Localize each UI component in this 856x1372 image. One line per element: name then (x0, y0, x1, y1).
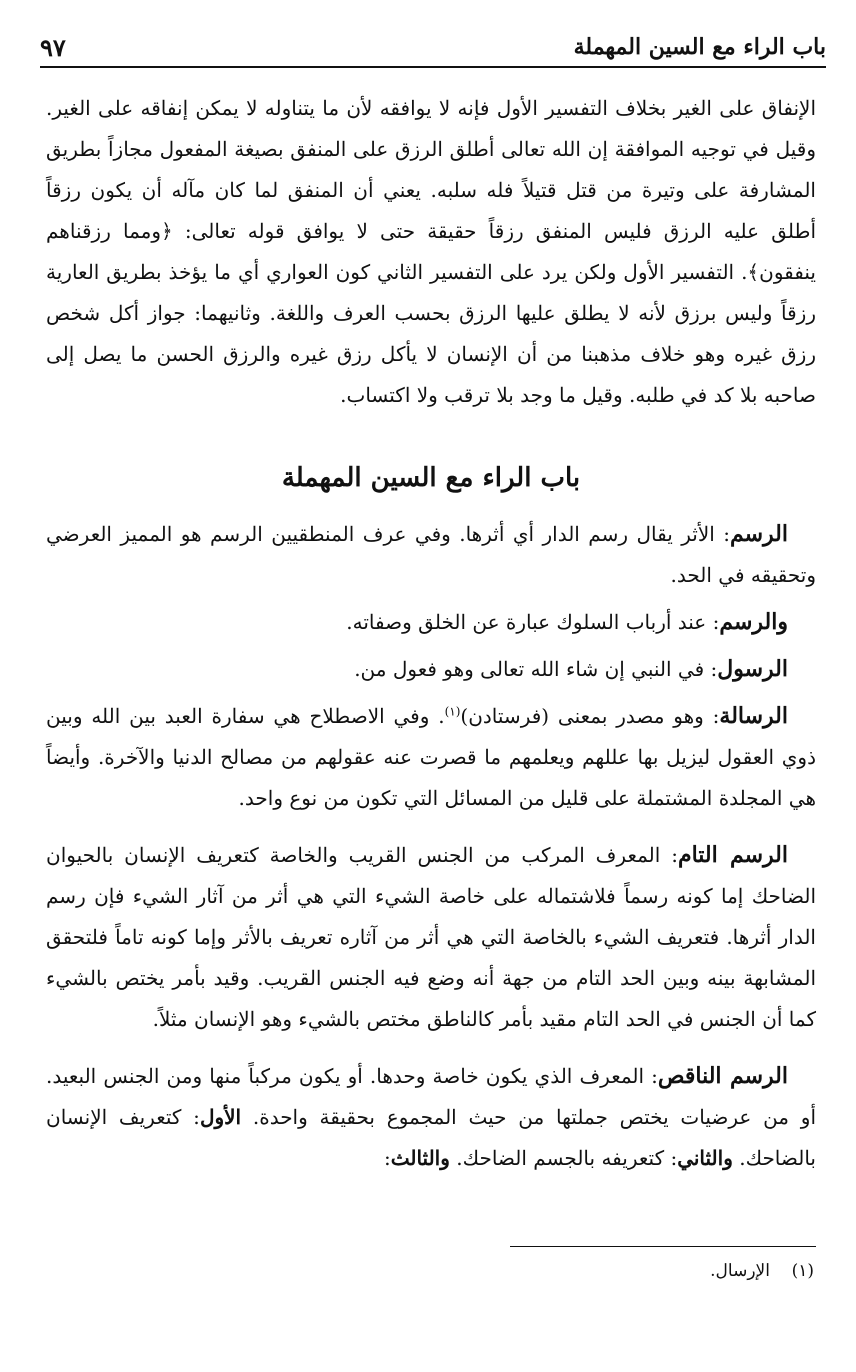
running-title: باب الراء مع السين المهملة (573, 34, 826, 60)
example-label: والثاني (677, 1146, 733, 1170)
footnote-text: الإرسال. (710, 1261, 770, 1281)
intro-paragraph: الإنفاق على الغير بخلاف التفسير الأول فإنه لا يوافقه لأن ما يتناوله لا يمكن إنفاقه على الغير. وقيل في توجيه الموافقة إن الله تعالى أطلق الرزق على المنفق بصيغة المفعول مجازاً بطريق المشارفة على وتيرة من قتل قتيلاً فله سلبه. يعني أن المنفق لما كان مآله أن يكون رزقاً أطلق عليه الرزق فليس المنفق رزقاً حقيقة حتى لا يوافق قوله تعالى: ﴿ومما رزقناهم ينفقون﴾. التفسير الأول ولكن يرد على التفسير الثاني كون العواري أي ما يؤخذ بطريق العارية رزقاً وليس برزق لأنه لا يطلق عليها الرزق بحسب العرف واللغة. وثانيهما: جواز أكل شخص رزق غيره وهو خلاف مذهبنا من أن الإنسان لا يأكل رزق غيره والرزق الحسن ما يصل إلى صاحبه بلا كد في طلبه. وقيل ما وجد بلا ترقب ولا اكتساب. (46, 96, 816, 407)
entry-text-before-note: : وهو مصدر بمعنى (فرستادن) (460, 704, 720, 728)
entry-term: الرسم التام (677, 842, 788, 868)
entry-rasm-naqis (46, 1056, 816, 1179)
entry-term: الرسم (729, 521, 788, 547)
running-header (40, 22, 826, 68)
page-content (46, 88, 816, 1185)
entry-term: الرسم الناقص (657, 1063, 788, 1089)
example-label: الأول (199, 1105, 242, 1129)
entry-text: : الأثر يقال رسم الدار أي أثرها. وفي عرف المنطقيين الرسم هو المميز العرضي وتحقيقه في الحد. (46, 522, 816, 587)
entry-rasm (46, 514, 816, 596)
entry-rasul (46, 649, 816, 690)
footnote-marker: (١) (791, 1261, 814, 1281)
entry-text: : المعرف الذي يكون خاصة وحدها. أو يكون مركباً منها ومن الجنس البعيد. أو من عرضيات يختص جملتها من حيث المجموع بحقيقة واحدة. (46, 1064, 816, 1129)
entry-text: : المعرف المركب من الجنس القريب والخاصة كتعريف الإنسان بالحيوان الضاحك إما كونه رسماً فلاشتماله على خاصة الشيء التي هي أثر من آثار الشيء فإن رسم الدار أثرها. فتعريف الشيء بالخاصة التي هي أثر من آثاره تعريف بالأثر وإما كونه تاماً فلتحقق المشابهة بينه وبين الحد التام من جهة أنه وضع فيه الجنس القريب. وقيد بأمر يختص بالشيء كما أن الجنس في الحد التام مقيد بأمر كالناطق مختص بالشيء وهو الإنسان مثلاً. (46, 843, 816, 1031)
footnote-reference[interactable]: (١) (444, 704, 461, 719)
entry-term: الرسول (717, 656, 788, 682)
entry-term: الرسالة (719, 703, 788, 729)
footnote (710, 1256, 814, 1286)
example-label: والثالث (390, 1146, 450, 1170)
section-heading: باب الراء مع السين المهملة (281, 463, 581, 493)
entry-wal-rasm (46, 602, 816, 643)
example-text: : كتعريف الإنسان بالضاحك. (46, 1105, 816, 1170)
entry-risala (46, 696, 816, 819)
entry-term: والرسم (719, 609, 788, 635)
footnote-divider (510, 1246, 816, 1247)
entry-text-after-note: . وفي الاصطلاح هي سفارة العبد بين الله وبين ذوي العقول ليزيل بها عللهم ويعلمهم ما قصرت عنه عقولهم من مصالح الدنيا والآخرة. وأيضاً هي المجلدة المشتملة على قليل من المسائل التي تكون من نوع واحد. (46, 704, 816, 810)
example-text: : كتعريفه بالجسم الضاحك. (449, 1146, 678, 1170)
example-text: : (383, 1146, 391, 1170)
entry-rasm-tamm (46, 835, 816, 1040)
entry-text: : في النبي إن شاء الله تعالى وهو فعول من. (354, 657, 718, 681)
entry-text: : عند أرباب السلوك عبارة عن الخلق وصفاته. (346, 610, 720, 634)
page-number: ٩٧ (40, 33, 66, 62)
